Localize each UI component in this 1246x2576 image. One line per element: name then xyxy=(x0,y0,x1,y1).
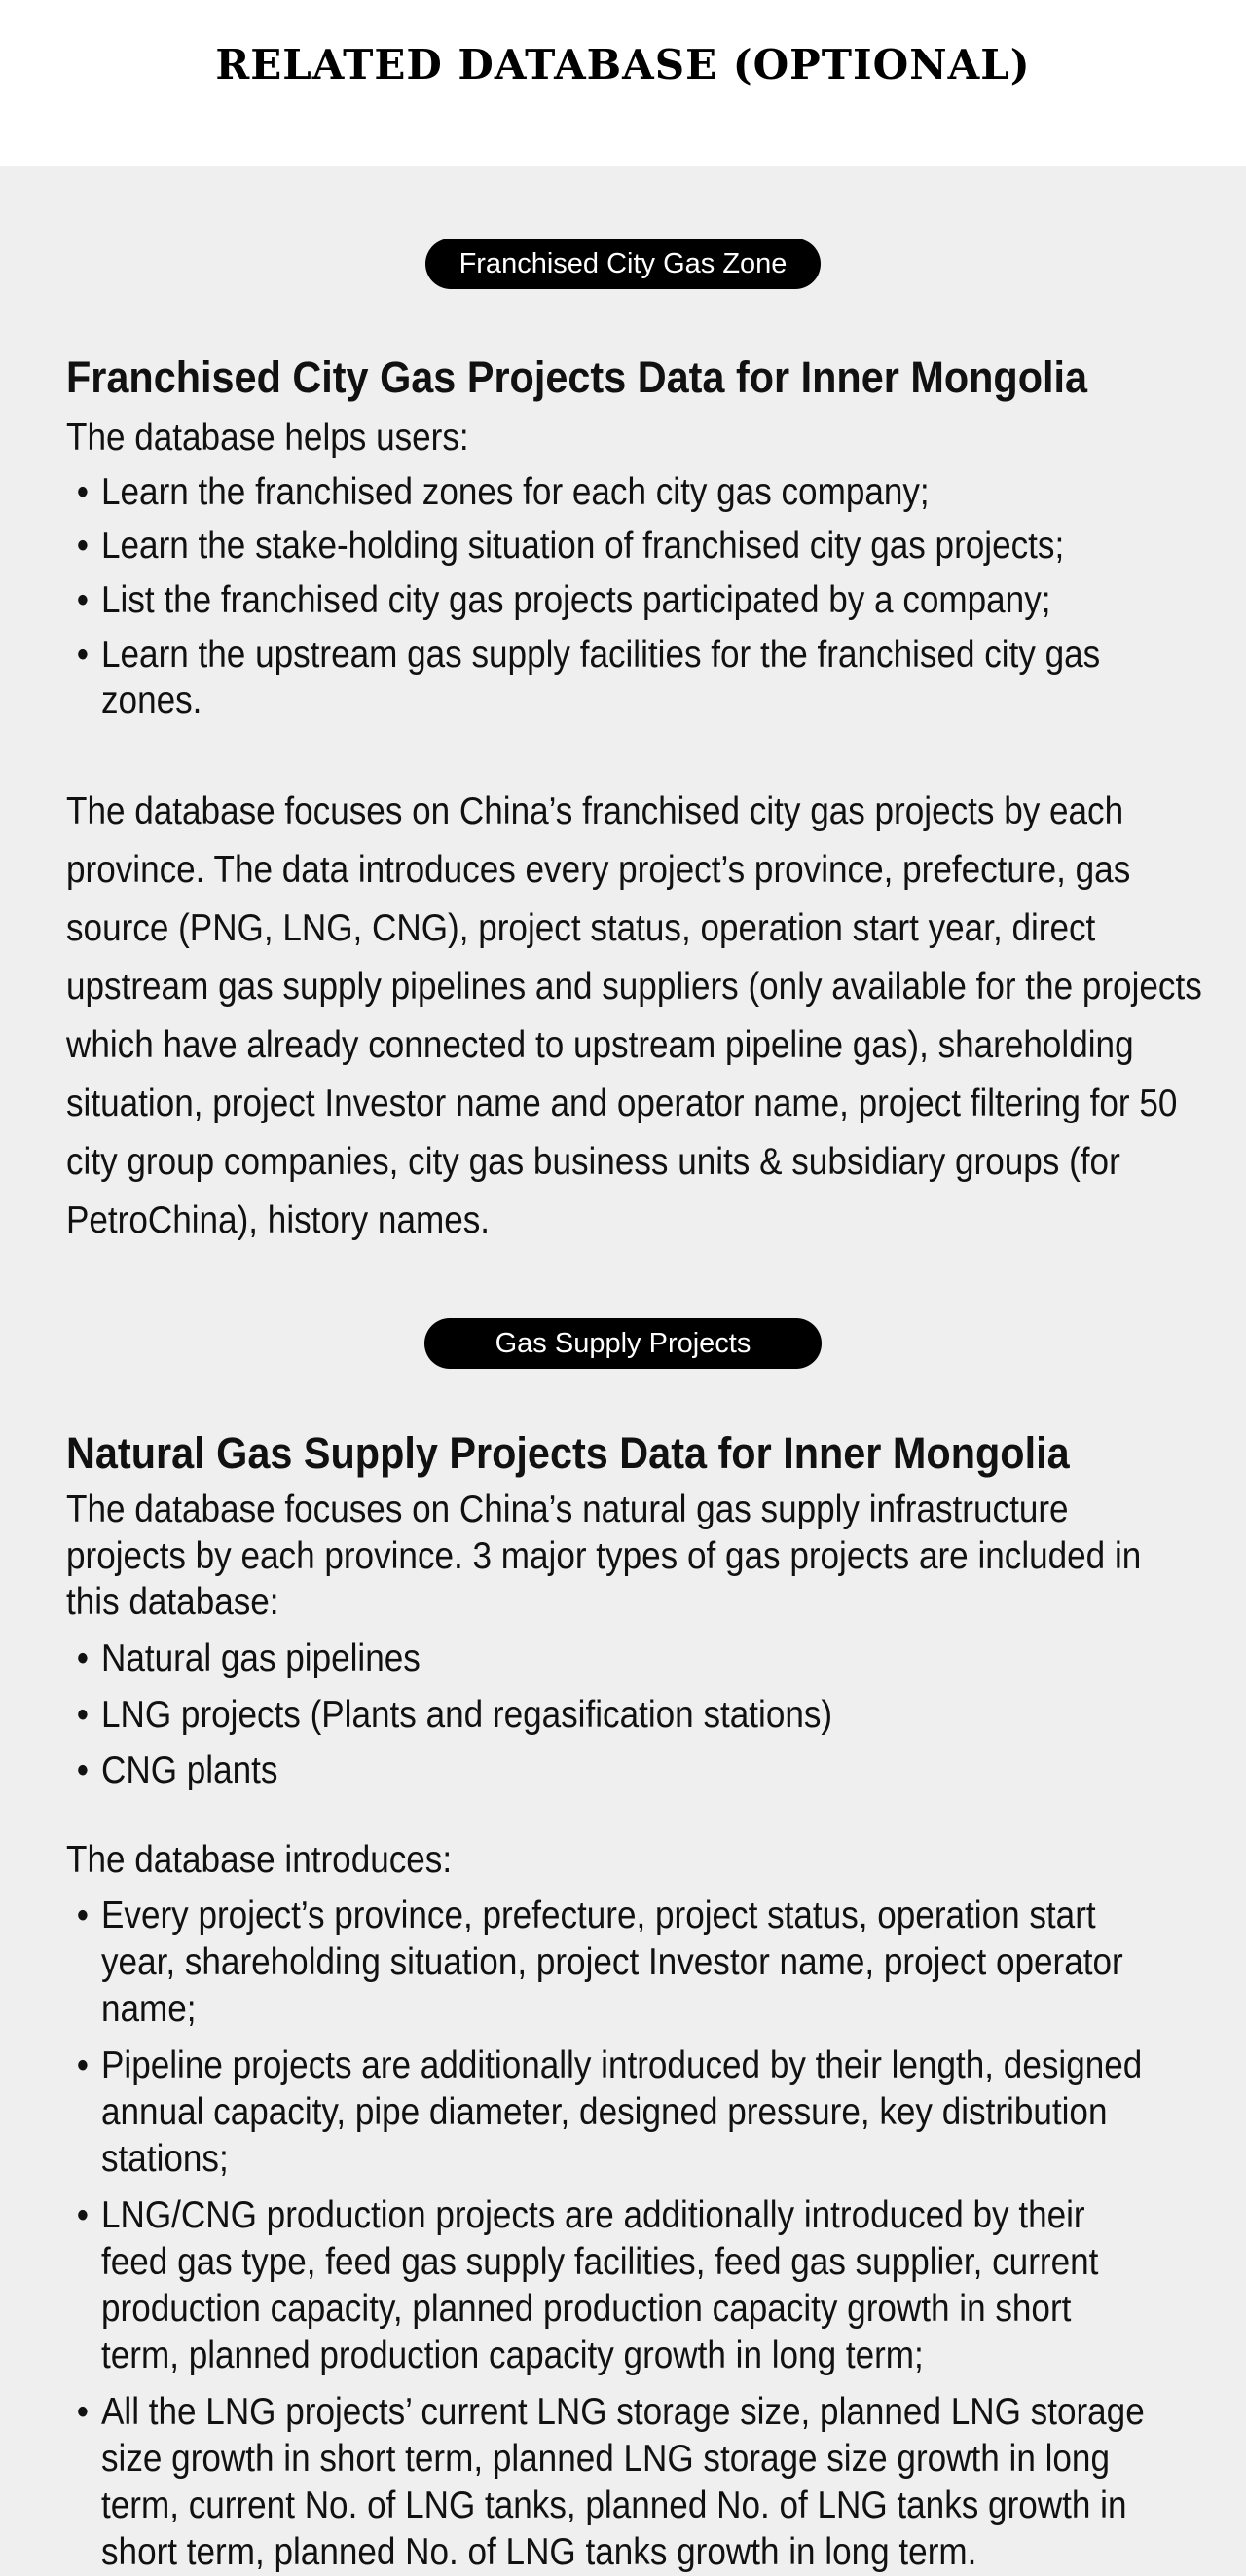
list-item: • Natural gas pipelines xyxy=(66,1636,1153,1682)
section-lead: The database helps users: xyxy=(66,417,469,460)
list-item: • Learn the franchised zones for each city gas company; xyxy=(66,469,1153,516)
project-type-list xyxy=(66,1636,1153,1794)
section-paragraph: The database focuses on China’s franchised city gas projects by each province. The data introduces every project’s province, prefecture, gas source (PNG, LNG, CNG), project status, operation start year, direct upstream gas supply pipelines and suppliers (only available for the projects which have already connected to upstream pipeline gas), shareholding situation, project Investor name and operator name, project filtering for 50 city group companies, city gas business units & subsidiary groups (for PetroChina), history names. xyxy=(66,790,1202,1241)
list-item: • Pipeline projects are additionally introduced by their length, designed annual capacity, pipe diameter, designed pressure, key distribution stations; xyxy=(66,2042,1153,2183)
section-intro: The database introduces: xyxy=(66,1838,453,1881)
franchised-city-gas-section xyxy=(66,350,1207,1288)
list-item: • LNG projects (Plants and regasification stations) xyxy=(66,1692,1153,1739)
section-title: Natural Gas Supply Projects Data for Inner Mongolia xyxy=(66,1428,1070,1478)
feature-list xyxy=(66,469,1153,724)
list-item: • Learn the stake-holding situation of franchised city gas projects; xyxy=(66,523,1153,570)
list-item: • Every project’s province, prefecture, project status, operation start year, shareholding situation, project Investor name, project operator name; xyxy=(66,1893,1153,2033)
section-title: Franchised City Gas Projects Data for Inner Mongolia xyxy=(66,352,1088,402)
gas-supply-section xyxy=(66,1426,1207,2576)
tag-franchised-city-gas-zone[interactable]: Franchised City Gas Zone xyxy=(425,239,821,289)
section-lead: The database focuses on China’s natural gas supply infrastructure projects by each province. 3 major types of gas projects are included in this database: xyxy=(66,1489,1142,1624)
list-item: • All the LNG projects’ current LNG storage size, planned LNG storage size growth in short term, planned LNG storage size growth in long term, current No. of LNG tanks, planned No. of LNG tanks growth in short term, planned No. of LNG tanks growth in long term. xyxy=(66,2389,1153,2576)
list-item: • Learn the upstream gas supply facilities for the franchised city gas zones. xyxy=(66,632,1153,724)
page-title: RELATED DATABASE (OPTIONAL) xyxy=(215,41,1031,90)
detail-list xyxy=(66,1893,1153,2576)
list-item: • List the franchised city gas projects participated by a company; xyxy=(66,577,1153,624)
list-item: • LNG/CNG production projects are additionally introduced by their feed gas type, feed gas supply facilities, feed gas supplier, current production capacity, planned production capacity growth in short term, planned production capacity growth in long term; xyxy=(66,2192,1153,2379)
page-header xyxy=(0,0,1246,166)
tag-gas-supply-projects[interactable]: Gas Supply Projects xyxy=(424,1318,822,1369)
list-item: • CNG plants xyxy=(66,1748,1153,1794)
